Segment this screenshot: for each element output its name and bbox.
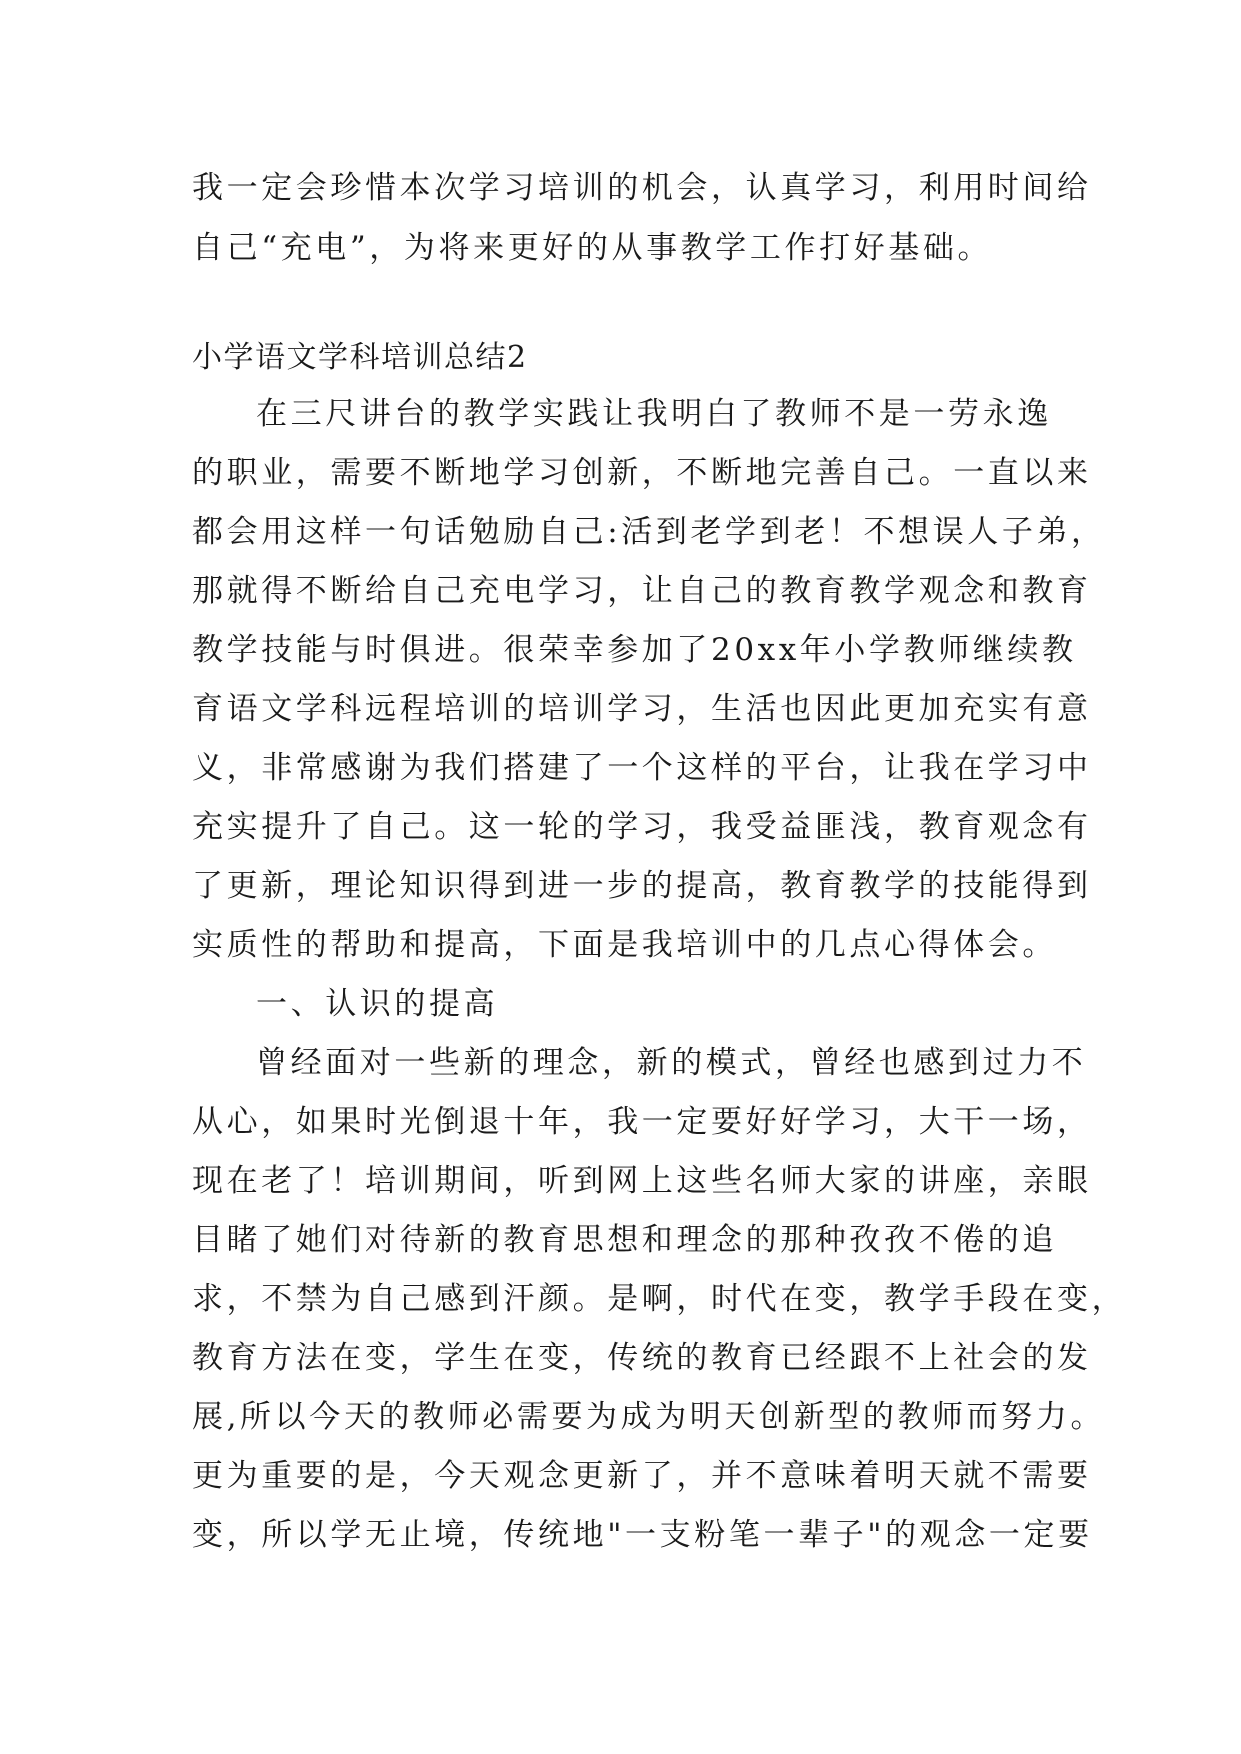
text-line: 更为重要的是，今天观念更新了，并不意味着明天就不需要 <box>192 1458 1092 1494</box>
text-line: 自己“充电”，为将来更好的从事教学工作打好基础。 <box>192 230 993 266</box>
text-line: 了更新，理论知识得到进一步的提高，教育教学的技能得到 <box>192 868 1092 904</box>
text-line: 教学技能与时俱进。很荣幸参加了20xx年小学教师继续教 <box>192 632 1077 668</box>
text-line: 教育方法在变，学生在变，传统的教育已经跟不上社会的发 <box>192 1340 1092 1376</box>
text-line: 曾经面对一些新的理念，新的模式，曾经也感到过力不 <box>256 1045 1087 1081</box>
text-line: 的职业，需要不断地学习创新，不断地完善自己。一直以来 <box>192 455 1092 491</box>
text-line: 义，非常感谢为我们搭建了一个这样的平台，让我在学习中 <box>192 750 1092 786</box>
text-line: 展,所以今天的教师必需要为成为明天创新型的教师而努力。 <box>192 1399 1106 1435</box>
text-line: 目睹了她们对待新的教育思想和理念的那种孜孜不倦的追 <box>192 1222 1057 1258</box>
text-line: 变，所以学无止境，传统地"一支粉笔一辈子"的观念一定要 <box>192 1517 1093 1553</box>
text-line: 育语文学科远程培训的培训学习，生活也因此更加充实有意 <box>192 691 1092 727</box>
text-line: 现在老了！培训期间，听到网上这些名师大家的讲座，亲眼 <box>192 1163 1092 1199</box>
text-line: 从心，如果时光倒退十年，我一定要好好学习，大干一场， <box>192 1104 1092 1140</box>
text-line: 在三尺讲台的教学实践让我明白了教师不是一劳永逸 <box>256 396 1052 432</box>
subheading: 一、认识的提高 <box>256 986 499 1022</box>
text-line: 我一定会珍惜本次学习培训的机会，认真学习，利用时间给 <box>192 170 1092 206</box>
text-line: 都会用这样一句话勉励自己:活到老学到老！不想误人子弟， <box>192 514 1106 550</box>
section-title: 小学语文学科培训总结2 <box>192 340 528 375</box>
text-line: 求，不禁为自己感到汗颜。是啊，时代在变，教学手段在变， <box>192 1281 1127 1317</box>
text-line: 实质性的帮助和提高，下面是我培训中的几点心得体会。 <box>192 927 1057 963</box>
text-line: 那就得不断给自己充电学习，让自己的教育教学观念和教育 <box>192 573 1092 609</box>
text-line: 充实提升了自己。这一轮的学习，我受益匪浅，教育观念有 <box>192 809 1092 845</box>
